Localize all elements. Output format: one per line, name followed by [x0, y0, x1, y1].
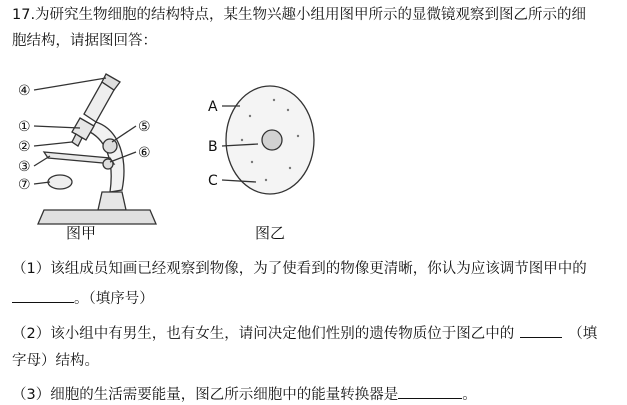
label-1: ① — [18, 119, 31, 135]
sub-question-3-suffix: 。 — [462, 387, 477, 403]
sub-question-3-text: （3）细胞的生活需要能量，图乙所示细胞中的能量转换器是 — [12, 387, 399, 403]
question-stem-line-2: 胞结构，请据图回答： — [12, 33, 157, 49]
figure-a-caption: 图甲 — [66, 224, 97, 242]
microscope-figure — [10, 60, 190, 250]
label-a: A — [208, 99, 218, 115]
figures-area — [0, 60, 627, 250]
sub-question-1-suffix: 。（填序号） — [74, 291, 154, 307]
answer-blank-1[interactable] — [12, 288, 74, 303]
sub-question-1-line-2 — [12, 288, 154, 308]
cell-figure — [200, 60, 350, 230]
answer-blank-3[interactable] — [398, 384, 462, 399]
label-7: ⑦ — [18, 177, 31, 193]
label-3: ③ — [18, 159, 31, 175]
sub-question-1-line-1: （1）该组成员知画已经观察到物像，为了使看到的物像更清晰，你认为应该调节图甲中的 — [12, 261, 587, 277]
label-2: ② — [18, 139, 31, 155]
label-c: C — [208, 173, 218, 189]
sub-question-2-text: （2）该小组中有男生，也有女生，请问决定他们性别的遗传物质位于图乙中的 — [12, 326, 515, 342]
sub-question-3-line — [12, 384, 477, 404]
figure-b-caption: 图乙 — [255, 224, 286, 242]
sub-question-2-line-2: 字母）结构。 — [12, 353, 99, 369]
label-5: ⑤ — [138, 119, 151, 135]
sub-question-2-line-1 — [12, 323, 597, 343]
question-stem-line-1: 17.为研究生物细胞的结构特点，某生物兴趣小组用图甲所示的显微镜观察到图乙所示的细 — [12, 7, 587, 23]
answer-blank-2[interactable] — [520, 323, 562, 338]
label-4: ④ — [18, 83, 31, 99]
label-b: B — [208, 139, 218, 155]
label-6: ⑥ — [138, 145, 151, 161]
sub-question-2-suffix: （填 — [568, 326, 598, 342]
